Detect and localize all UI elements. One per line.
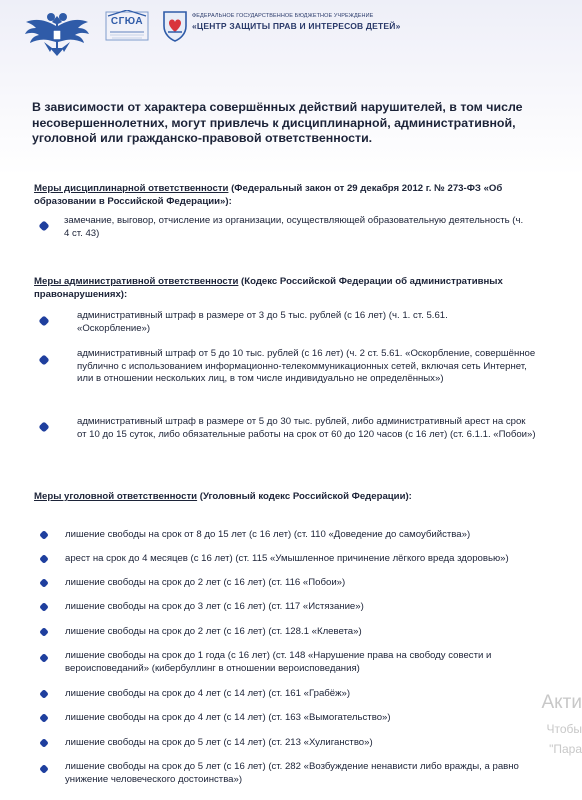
disciplinary-title: Меры дисциплинарной ответственности	[34, 183, 229, 194]
criminal-item: лишение свободы на срок до 2 лет (с 16 лет) (ст. 116 «Побои»)	[65, 577, 346, 588]
criminal-item: арест на срок до 4 месяцев (с 16 лет) (ст. 115 «Умышленное причинение лёгкого вреда здоровью»)	[65, 553, 509, 564]
disciplinary-heading	[34, 182, 554, 208]
administrative-heading	[34, 275, 554, 301]
bullet-diamond-icon	[38, 553, 50, 565]
header	[0, 0, 582, 64]
criminal-title: Меры уголовной ответственности	[34, 491, 198, 502]
administrative-item: административный штраф от 5 до 10 тыс. рублей (с 16 лет) (ч. 2 ст. 5.61. «Оскорбление, совершённое публично с использованием информационно-телекоммуникационных сетей, включая сеть Интернет, или в отношении нескольких лиц, в том числе индивидуально не определённых»)	[77, 348, 536, 385]
center-shield-logo	[162, 10, 188, 42]
bullet-diamond-icon	[37, 314, 51, 328]
criminal-heading	[34, 490, 554, 503]
criminal-item: лишение свободы на срок до 5 лет (с 16 лет) (ст. 282 «Возбуждение ненависти либо вражды, а равно унижение человеческого достоинства»)	[65, 761, 519, 785]
bullet-diamond-icon	[38, 688, 50, 700]
bullet-diamond-icon	[38, 529, 50, 541]
criminal-item: лишение свободы на срок от 8 до 15 лет (с 16 лет) (ст. 110 «Доведение до самоубийства»)	[65, 529, 471, 540]
disciplinary-source: (Федеральный закон от 29 декабря 2012 г. № 273-ФЗ «Об образовании в Российской Федерации»):	[34, 183, 503, 207]
criminal-item: лишение свободы на срок до 1 года (с 16 лет) (ст. 148 «Нарушение права на свободу совести и вероисповеданий» (кибербуллинг в отношении вероисповедания)	[65, 650, 492, 674]
double-headed-eagle-emblem	[22, 8, 92, 58]
administrative-source: (Кодекс Российской Федерации об административных правонарушениях):	[34, 276, 503, 300]
criminal-source: (Уголовный кодекс Российской Федерации):	[197, 491, 412, 502]
bullet-diamond-icon	[37, 353, 51, 367]
criminal-item: лишение свободы на срок до 4 лет (с 14 лет) (ст. 161 «Грабёж»)	[65, 688, 351, 699]
center-name: «ЦЕНТР ЗАЩИТЫ ПРАВ И ИНТЕРЕСОВ ДЕТЕЙ»	[192, 21, 401, 31]
administrative-item: административный штраф в размере от 3 до 5 тыс. рублей (с 16 лет) (ч. 1. ст. 5.61. «Оскорбление»)	[77, 310, 448, 334]
intro-paragraph: В зависимости от характера совершённых действий нарушителей, в том числе несовершеннолетних, могут привлечь к дисциплинарной, административной, уголовной или гражданско-правовой ответственности.	[32, 100, 523, 145]
criminal-item: лишение свободы на срок до 3 лет (с 16 лет) (ст. 117 «Истязание»)	[65, 601, 364, 612]
criminal-item: лишение свободы на срок до 2 лет (с 16 лет) (ст. 128.1 «Клевета»)	[65, 626, 362, 637]
bullet-diamond-icon	[38, 577, 50, 589]
bullet-diamond-icon	[38, 652, 50, 664]
administrative-title: Меры административной ответственности	[34, 276, 239, 287]
administrative-item: административный штраф в размере от 5 до 30 тыс. рублей, либо административный арест на срок от 10 до 15 суток, либо обязательные работы на срок от 60 до 120 часов (с 16 лет) (ст. 6.1.1. «Побои»)	[77, 416, 536, 440]
bullet-diamond-icon	[38, 737, 50, 749]
sgua-logo-text: СГЮА	[110, 16, 144, 27]
bullet-diamond-icon	[37, 420, 51, 434]
bullet-diamond-icon	[38, 601, 50, 613]
watermark-line-3: "Пара	[549, 742, 582, 756]
bullet-diamond-icon	[38, 712, 50, 724]
watermark-line-2: Чтобы	[546, 722, 582, 736]
disciplinary-item: замечание, выговор, отчисление из организации, осуществляющей образовательную деятельность (ч. 4 ст. 43)	[64, 215, 524, 239]
bullet-diamond-icon	[38, 763, 50, 775]
bullet-diamond-icon	[38, 626, 50, 638]
bullet-diamond-icon	[37, 219, 51, 233]
criminal-item: лишение свободы на срок до 4 лет (с 14 лет) (ст. 163 «Вымогательство»)	[65, 712, 391, 723]
criminal-item: лишение свободы на срок до 5 лет (с 14 лет) (ст. 213 «Хулиганство»)	[65, 737, 373, 748]
watermark-line-1: Акти	[541, 692, 582, 713]
center-subtitle: ФЕДЕРАЛЬНОЕ ГОСУДАРСТВЕННОЕ БЮДЖЕТНОЕ УЧРЕЖДЕНИЕ	[192, 13, 374, 19]
